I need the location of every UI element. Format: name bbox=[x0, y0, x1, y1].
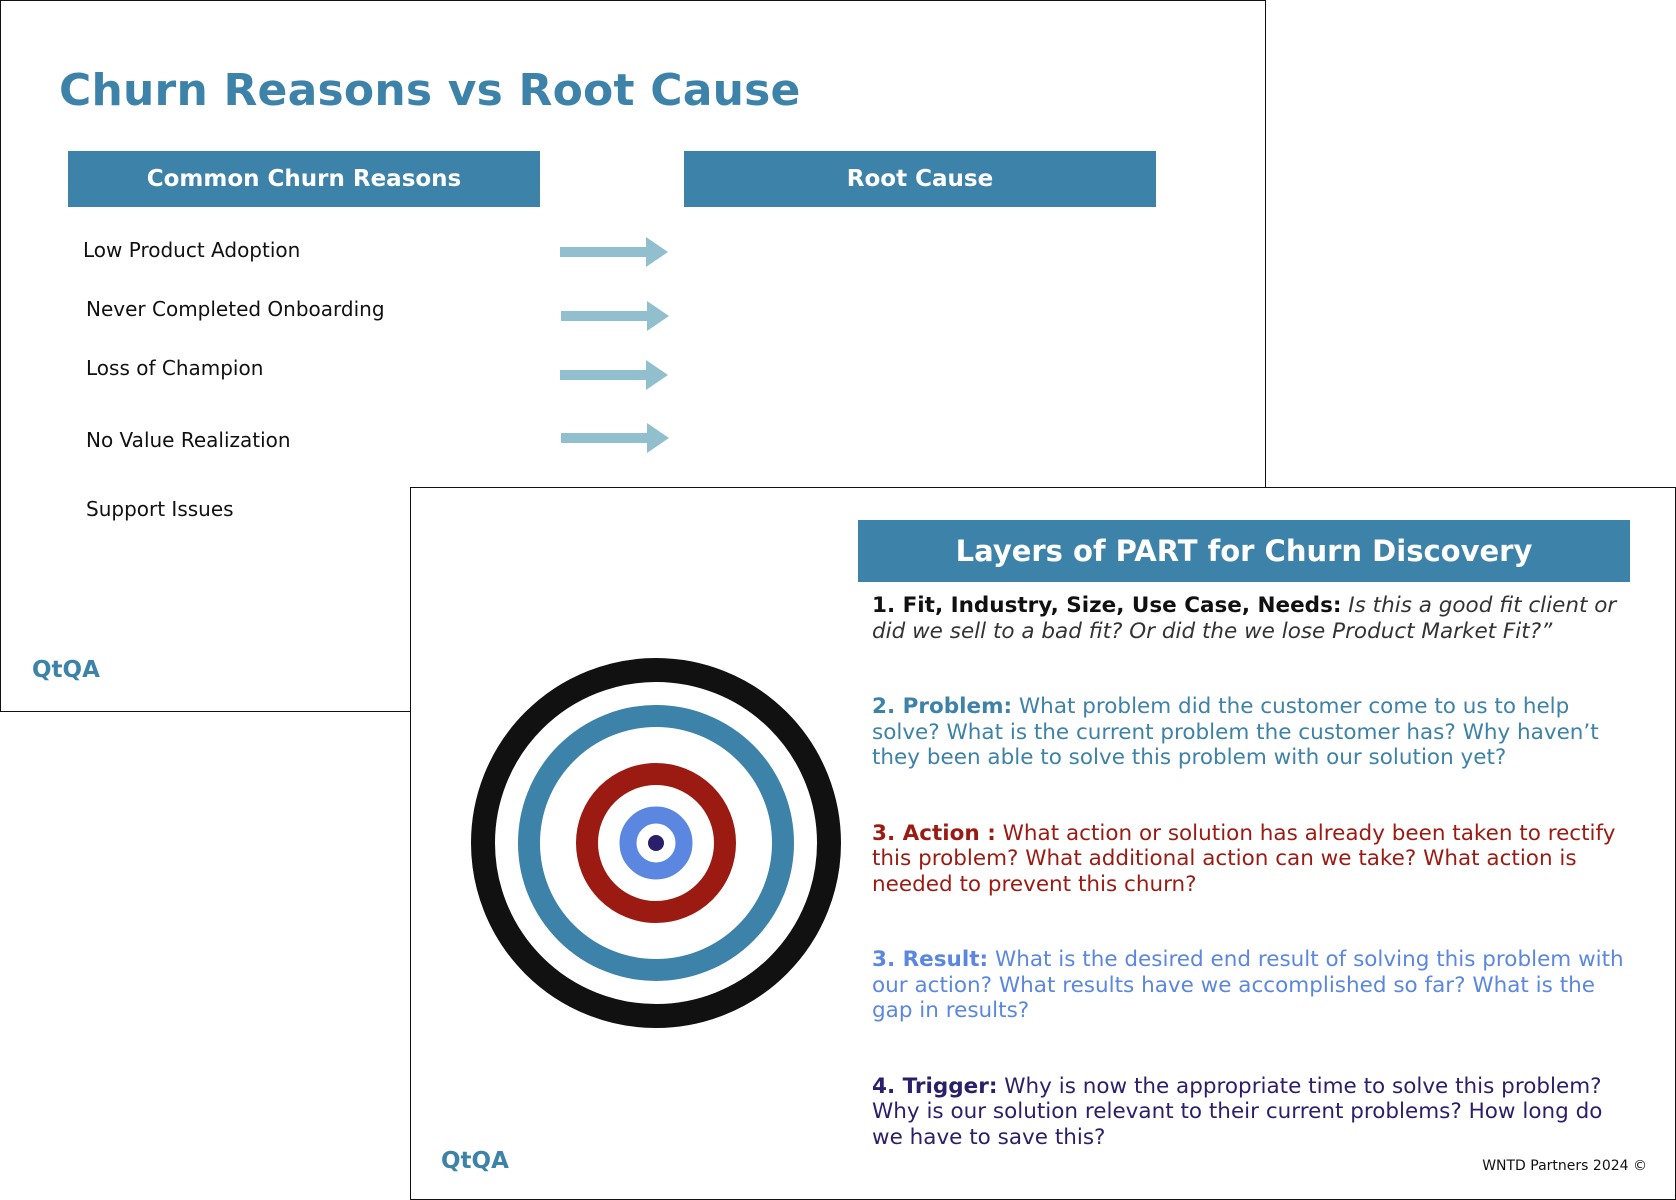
arrow-right-icon bbox=[561, 423, 669, 453]
layer-result bbox=[872, 947, 1632, 1024]
arrow-right-icon bbox=[560, 237, 668, 267]
reason-item: Loss of Champion bbox=[86, 356, 264, 380]
qtqa-logo: QtQA bbox=[441, 1148, 509, 1174]
layer-label: 4. Trigger: bbox=[872, 1073, 998, 1099]
header-layers-of-part: Layers of PART for Churn Discovery bbox=[858, 520, 1630, 582]
layer-action bbox=[872, 821, 1632, 898]
layer-problem bbox=[872, 694, 1632, 771]
layer-text: What is the desired end result of solving this problem with our action? What results have we accomplished so far? What is the gap in results? bbox=[872, 947, 1624, 1023]
reason-item: Never Completed Onboarding bbox=[86, 297, 385, 321]
part-layers-list bbox=[872, 593, 1632, 1150]
arrow-right-icon bbox=[561, 301, 669, 331]
layer-label: 3. Action : bbox=[872, 820, 996, 846]
arrow-right-icon bbox=[560, 360, 668, 390]
layer-label: 1. Fit, Industry, Size, Use Case, Needs: bbox=[872, 593, 1342, 618]
header-root-cause: Root Cause bbox=[684, 151, 1156, 207]
footer-copyright: WNTD Partners 2024 © bbox=[1482, 1158, 1647, 1174]
reason-item: Support Issues bbox=[86, 497, 234, 521]
qtqa-logo: QtQA bbox=[32, 657, 100, 683]
layer-text: What problem did the customer come to us to help solve? What is the current problem the customer has? Why haven’t they been able to solve this problem with our solution yet? bbox=[872, 694, 1599, 770]
layer-text: Is this a good fit client or did we sell to a bad fit? Or did the we lose Product Market Fit?” bbox=[872, 593, 1617, 644]
layer-trigger bbox=[872, 1074, 1632, 1151]
reason-item: Low Product Adoption bbox=[83, 238, 301, 262]
header-common-churn-reasons: Common Churn Reasons bbox=[68, 151, 540, 207]
target-icon bbox=[471, 658, 841, 1028]
slide-title: Churn Reasons vs Root Cause bbox=[59, 65, 801, 116]
target-bullseye bbox=[648, 835, 664, 851]
reason-item: No Value Realization bbox=[86, 428, 291, 452]
layer-text: Why is now the appropriate time to solve this problem? Why is our solution relevant to their current problems? How long do we have to save this? bbox=[872, 1073, 1603, 1150]
slide-part-layers bbox=[410, 487, 1676, 1200]
layer-text: What action or solution has already been taken to rectify this problem? What additional action can we take? What action is needed to prevent this churn? bbox=[872, 820, 1616, 897]
layer-label: 3. Result: bbox=[872, 947, 989, 972]
layer-label: 2. Problem: bbox=[872, 694, 1013, 719]
layer-fit bbox=[872, 593, 1632, 644]
